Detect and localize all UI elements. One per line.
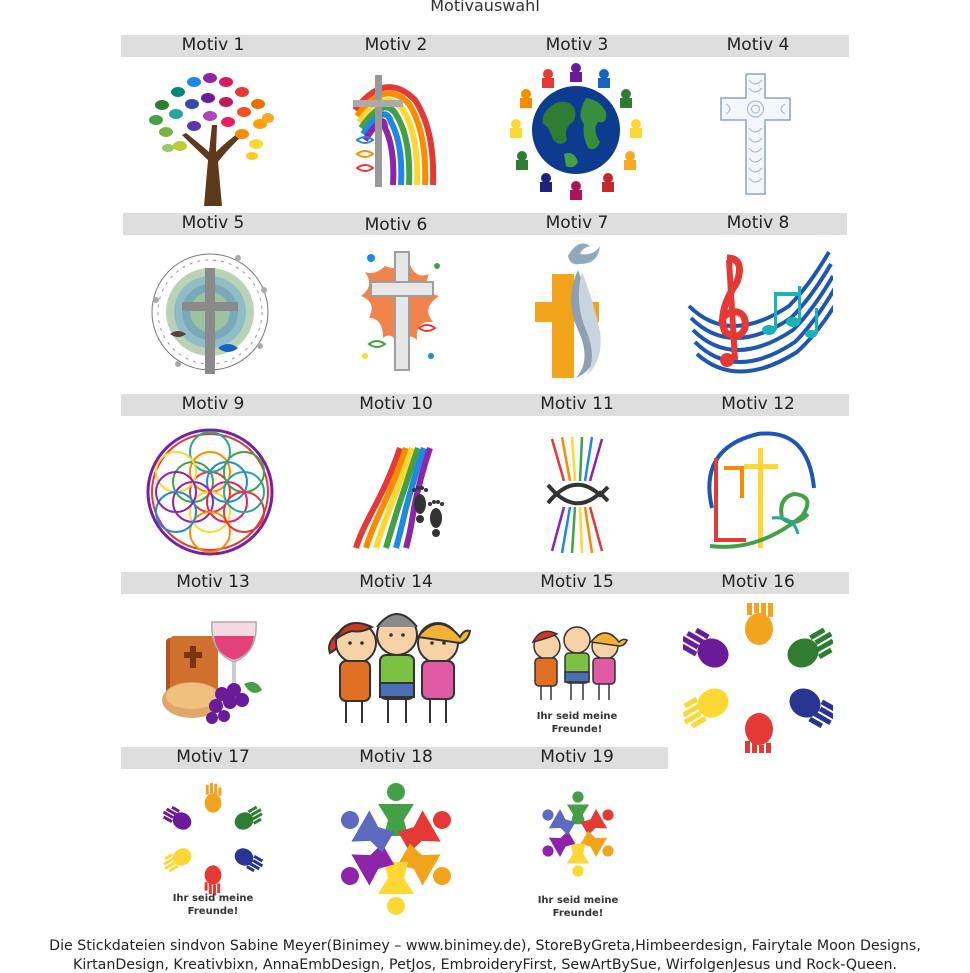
motif-17-label: Motiv 17 [176, 747, 250, 767]
motif-13-label: Motiv 13 [176, 572, 250, 592]
motif-19-caption-line-1: Ihr seid meine [537, 895, 619, 906]
motif-11-ichthys-rays-image[interactable] [544, 435, 610, 555]
motif-1-label: Motiv 1 [181, 35, 245, 55]
footer-credits-line-1: Die Stickdateien sindvon Sabine Meyer(Binimey – www.binimey.de), StoreByGreta,Himbeerdesign, Fairytale Moon Designs, [49, 938, 921, 954]
motif-16-label: Motiv 16 [721, 572, 795, 592]
motif-16-handprints-circle-image[interactable] [683, 603, 833, 753]
motif-9-label: Motiv 9 [181, 394, 245, 414]
motif-10-label: Motiv 10 [359, 394, 433, 414]
motif-15-caption-line-2: Freunde! [551, 724, 603, 735]
motif-17-caption-line-2: Freunde! [187, 906, 239, 917]
motif-12-arc-cross-image[interactable] [698, 428, 818, 558]
motif-8-music-notes-image[interactable] [683, 250, 833, 380]
motif-4-ornate-cross-image[interactable] [718, 72, 793, 197]
motif-18-label: Motiv 18 [359, 747, 433, 767]
motif-10-rainbow-footprints-image[interactable] [352, 442, 452, 552]
page-title: Motivauswahl [430, 0, 540, 15]
motif-8-label: Motiv 8 [726, 213, 790, 233]
motif-1-tree-image[interactable] [142, 70, 282, 208]
motif-4-label: Motiv 4 [726, 35, 790, 55]
motif-15-friends-caption-image[interactable] [523, 618, 631, 740]
motif-17-caption-line-1: Ihr seid meine [172, 893, 254, 904]
motif-14-label: Motiv 14 [359, 572, 433, 592]
motif-3-globe-children-image[interactable] [504, 58, 649, 203]
motif-11-label: Motiv 11 [540, 394, 614, 414]
motif-2-rainbow-cross-image[interactable] [345, 70, 445, 195]
motif-6-splash-cross-image[interactable] [355, 246, 451, 378]
motif-2-label: Motiv 2 [364, 35, 428, 55]
motif-7-label: Motiv 7 [545, 213, 609, 233]
motif-14-three-friends-image[interactable] [322, 603, 472, 728]
motif-18-people-ring-image[interactable] [330, 776, 462, 924]
motif-5-label: Motiv 5 [181, 213, 245, 233]
motif-19-people-ring-caption-image[interactable] [528, 785, 628, 923]
motif-13-bread-wine-bible-image[interactable] [160, 618, 266, 728]
footer-credits-line-2: KirtanDesign, Kreativbixn, AnnaEmbDesign, PetJos, EmbroideryFirst, SewArtBySue, WirfolgenJesus und Rock-Queen. [73, 957, 897, 973]
motif-19-label: Motiv 19 [540, 747, 614, 767]
motif-12-label: Motiv 12 [721, 394, 795, 414]
motif-19-caption-line-2: Freunde! [552, 908, 604, 919]
motif-7-dove-cross-image[interactable] [532, 240, 610, 380]
motif-5-circle-cross-image[interactable] [148, 250, 272, 374]
motif-6-label: Motiv 6 [364, 215, 428, 235]
motif-9-flower-of-life-image[interactable] [146, 425, 274, 559]
motif-15-label: Motiv 15 [540, 572, 614, 592]
motif-15-caption-line-1: Ihr seid meine [536, 711, 618, 722]
motif-3-label: Motiv 3 [545, 35, 609, 55]
motif-17-handprints-caption-image[interactable] [158, 783, 268, 923]
